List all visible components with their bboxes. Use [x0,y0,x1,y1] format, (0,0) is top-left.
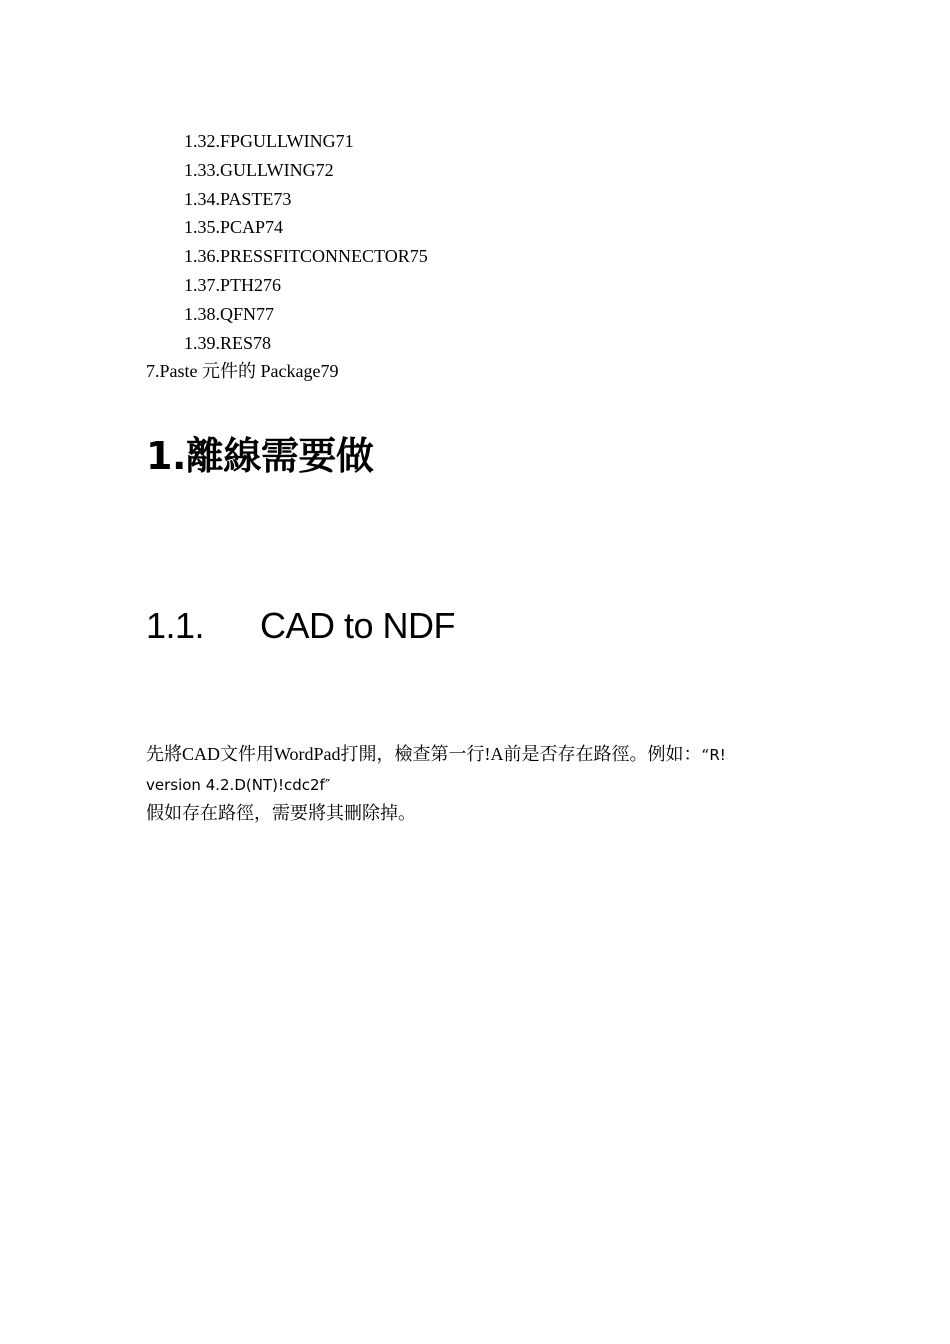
toc-entry[interactable]: 1.39.RES78 [184,332,272,353]
section-number: 1.1. [146,605,205,646]
section-title: CAD to NDF [260,605,456,646]
paragraph-note: 假如存在路徑，需要將其刪除掉。 [146,803,416,823]
section-body [146,740,786,828]
toc-entry[interactable]: 1.34.PASTE73 [184,188,292,209]
section-heading-1: 1.離線需要做 [146,434,374,478]
toc-entry[interactable]: 1.38.QFN77 [184,303,275,324]
paragraph-instruction [146,740,786,799]
example-path-end: version 4.2.D(NT)!cdc2f″ [146,775,331,794]
section-heading-1-1 [146,602,455,650]
example-path-start: “R! [701,746,726,764]
toc-entry[interactable]: 1.36.PRESSFITCONNECTOR75 [184,246,428,267]
paragraph-text: 先將CAD文件用WordPad打開，檢查第一行!A前是否存在路徑。例如： [146,744,702,764]
toc-entry[interactable]: 1.33.GULLWING72 [184,159,334,180]
toc-entry[interactable]: 7.Paste 元件的 Package79 [146,361,339,382]
toc-entry[interactable]: 1.35.PCAP74 [184,217,284,238]
toc-entry[interactable]: 1.32.FPGULLWING71 [184,131,354,151]
toc-entry[interactable]: 1.37.PTH276 [184,274,282,295]
table-of-contents [146,127,786,386]
